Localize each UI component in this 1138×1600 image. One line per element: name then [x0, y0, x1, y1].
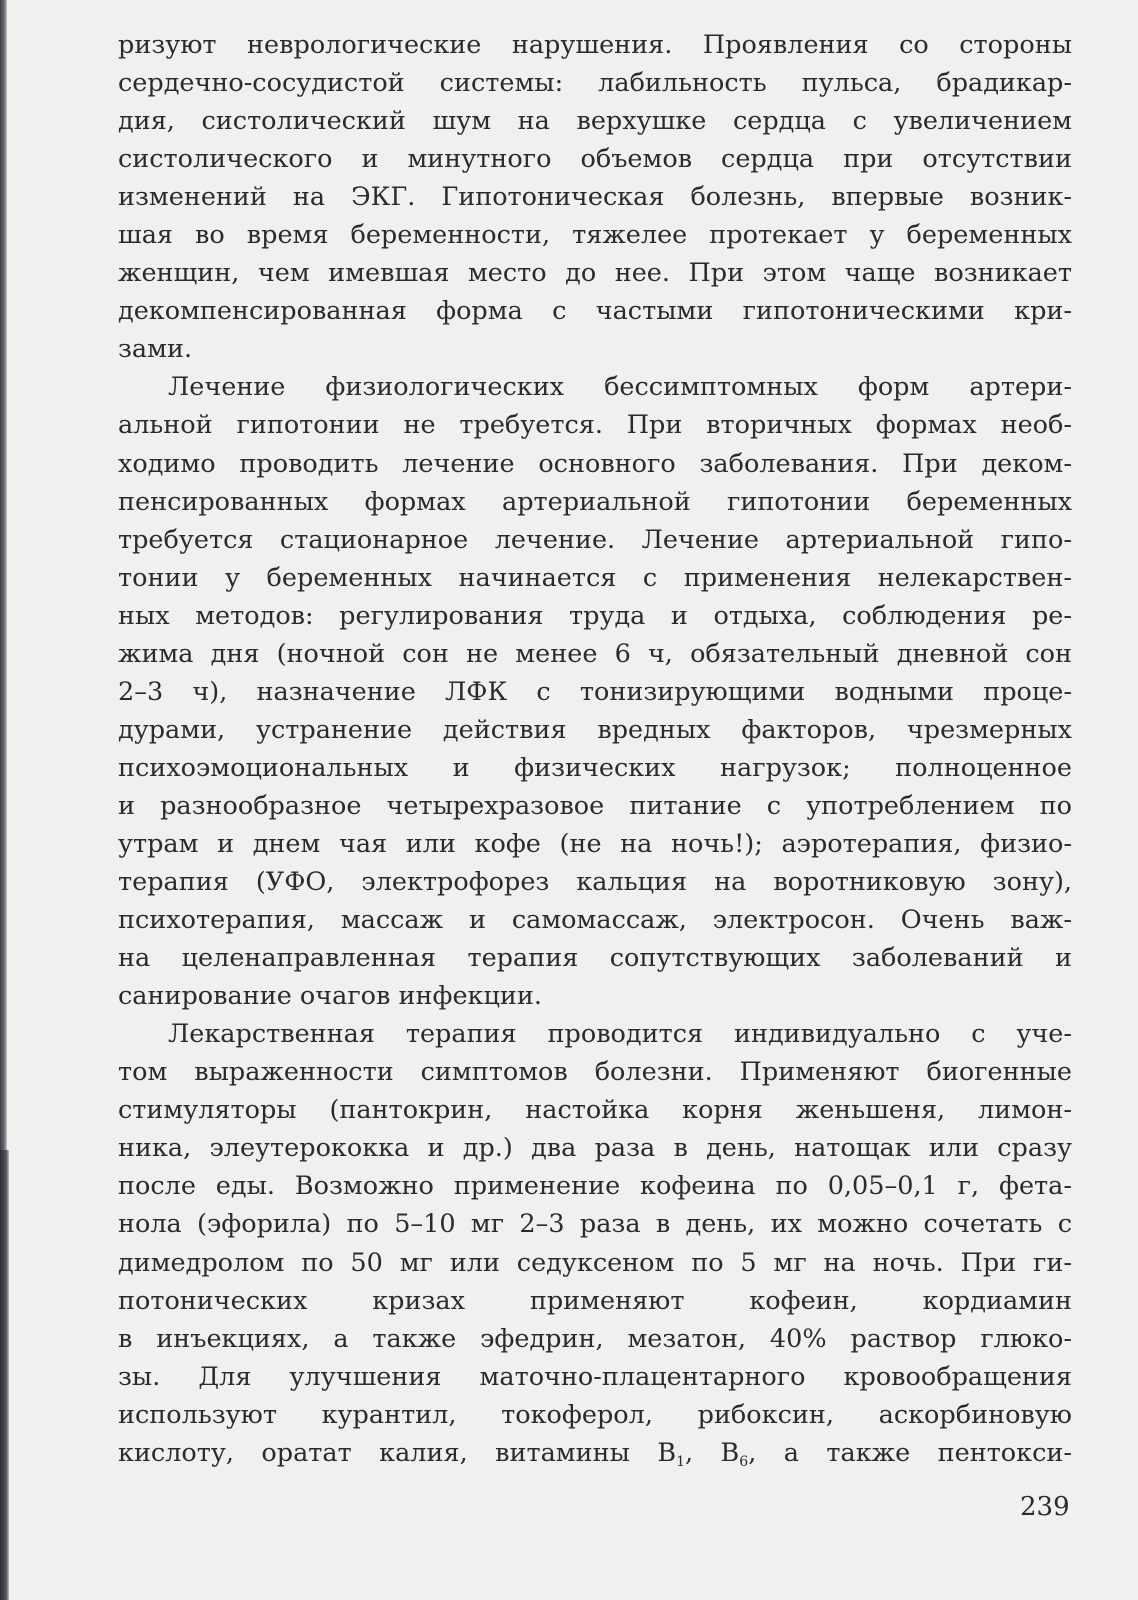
text-line: том выраженности симптомов болезни. Применяют биогенные [118, 1057, 1072, 1088]
text-line: после еды. Возможно применение кофеина по 0,05–0,1 г, фета- [118, 1171, 1072, 1202]
text-line: терапия (УФО, электрофорез кальция на воротниковую зону), [118, 867, 1072, 898]
text-line: санирование очагов инфекции. [118, 981, 542, 1012]
text-line: женщин, чем имевшая место до нее. При этом чаще возникает [118, 258, 1072, 289]
text-line: изменений на ЭКГ. Гипотоническая болезнь, впервые возник- [118, 182, 1072, 213]
text-line: шая во время беременности, тяжелее протекает у беременных [118, 220, 1072, 251]
text-line: используют курантил, токоферол, рибоксин, аскорбиновую [118, 1399, 1072, 1430]
text-line: систолического и минутного объемов сердца при отсутствии [118, 144, 1072, 175]
text-line: потонических кризах применяют кофеин, кордиамин [118, 1285, 1072, 1316]
text-line: декомпенсированная форма с частыми гипотоническими кри- [118, 296, 1072, 327]
page-text [118, 26, 1072, 1472]
text-line: тонии у беременных начинается с применения нелекарствен- [118, 562, 1072, 593]
subscript: 1 [676, 1453, 685, 1470]
text-line: и разнообразное четырехразовое питание с употреблением по [118, 790, 1072, 821]
text-line: на целенаправленная терапия сопутствующих заболеваний и [118, 943, 1072, 974]
paragraph-3 [118, 1015, 1072, 1472]
text-line: Лекарственная терапия проводится индивидуально с уче- [168, 1019, 1072, 1050]
text-line: психоэмоциональных и физических нагрузок; полноценное [118, 752, 1072, 783]
page-number: 239 [1020, 1492, 1070, 1522]
text-fragment: , а также пентокси- [748, 1437, 1072, 1468]
text-line: в инъекциях, а также эфедрин, мезатон, 40% раствор глюко- [118, 1323, 1072, 1354]
text-fragment: кислоту, оратат калия, витамины В [118, 1437, 677, 1468]
text-line: Лечение физиологических бессимптомных форм артери- [168, 372, 1072, 403]
text-line: ризуют неврологические нарушения. Проявления со стороны [118, 30, 1072, 60]
text-line: димедролом по 50 мг или седуксеном по 5 мг на ночь. При ги- [118, 1247, 1072, 1278]
paragraph-1 [118, 26, 1072, 368]
text-line: 2–3 ч), назначение ЛФК с тонизирующими водными проце- [118, 676, 1072, 707]
text-line: нола (эфорила) по 5–10 мг 2–3 раза в день, их можно сочетать с [118, 1209, 1072, 1240]
text-line: утрам и днем чая или кофе (не на ночь!); аэротерапия, физио- [118, 828, 1072, 859]
paragraph-2 [118, 368, 1072, 1015]
text-line: ника, элеутерококка и др.) два раза в день, натощак или сразу [118, 1133, 1072, 1164]
binding-shadow-lower [0, 1150, 9, 1600]
text-line: альной гипотонии не требуется. При вторичных формах необ- [118, 410, 1072, 441]
text-line: сердечно-сосудистой системы: лабильность пульса, брадикар- [118, 68, 1072, 99]
text-line: психотерапия, массаж и самомассаж, электросон. Очень важ- [118, 905, 1072, 936]
text-line: зами. [118, 334, 193, 365]
text-line: дия, систолический шум на верхушке сердца с увеличением [118, 106, 1072, 137]
text-line: стимуляторы (пантокрин, настойка корня женьшеня, лимон- [118, 1095, 1072, 1126]
text-line-with-subscripts [118, 1434, 1072, 1472]
subscript: 6 [739, 1453, 749, 1470]
text-line: требуется стационарное лечение. Лечение артериальной гипо- [118, 524, 1072, 555]
text-line: дурами, устранение действия вредных факторов, чрезмерных [118, 714, 1072, 745]
text-line: ходимо проводить лечение основного заболевания. При деком- [118, 448, 1072, 479]
text-line: жима дня (ночной сон не менее 6 ч, обязательный дневной сон [118, 638, 1072, 669]
text-line: зы. Для улучшения маточно-плацентарного кровообращения [118, 1361, 1072, 1392]
text-line: ных методов: регулирования труда и отдыха, соблюдения ре- [118, 600, 1072, 631]
text-line: пенсированных формах артериальной гипотонии беременных [118, 486, 1072, 517]
text-fragment: , В [685, 1437, 740, 1468]
